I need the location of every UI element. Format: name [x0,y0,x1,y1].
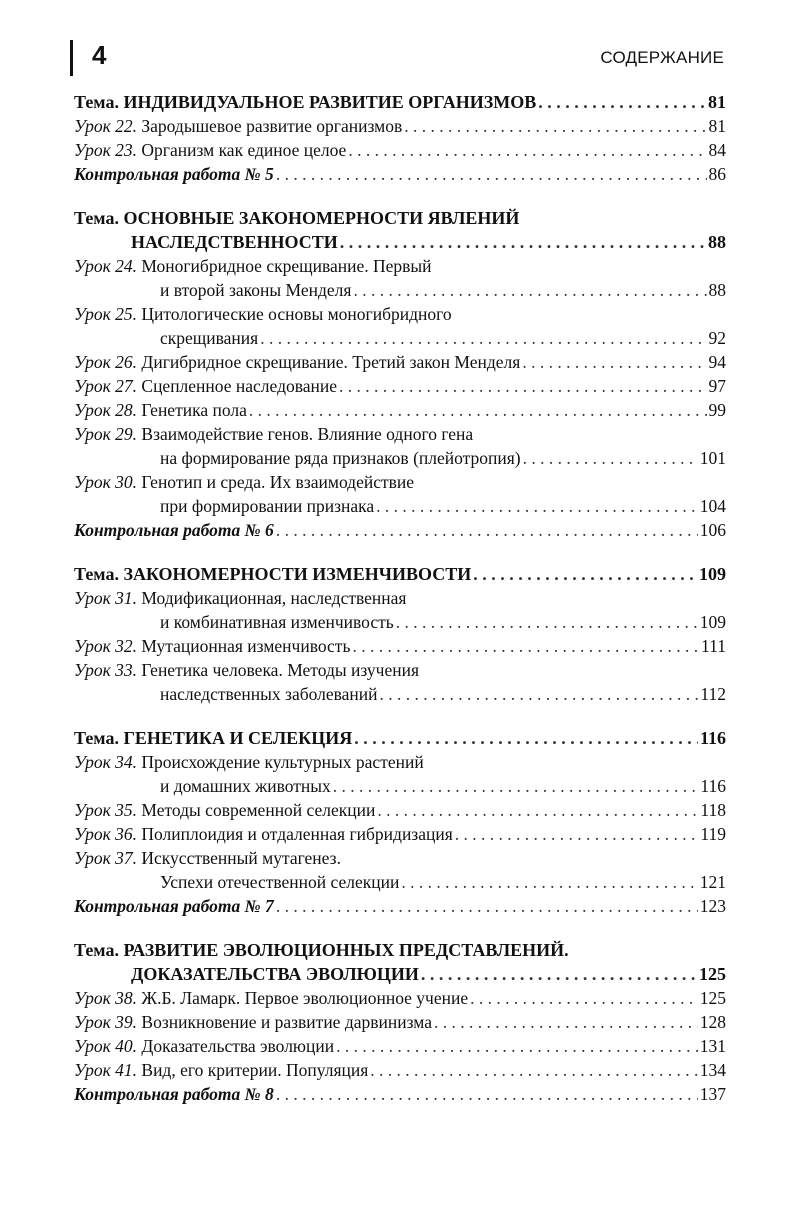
lesson-title [160,682,378,706]
lesson-entry [74,658,726,682]
topic-heading [74,230,726,254]
lesson-page: 112 [700,684,726,704]
lesson-title [160,494,374,518]
header-rule [70,40,73,76]
lesson-title-text: Дигибридное скрещивание. Третий закон Менделя [141,352,521,372]
page-number: 4 [92,40,107,70]
lesson-title-text: Моногибридное скрещивание. Первый [141,256,432,276]
topic-title-text: РАЗВИТИЕ ЭВОЛЮЦИОННЫХ ПРЕДСТАВЛЕНИЙ. [123,940,569,960]
topic-page: 125 [699,964,726,984]
topic-label: Тема. [74,92,124,112]
lesson-page: 94 [708,352,726,372]
lesson-page: 121 [699,872,726,892]
topic-label: Тема. [74,564,124,584]
dot-leader [276,162,707,186]
lesson-title-text: Генетика человека. Методы изучения [141,660,420,680]
lesson-entry [74,302,726,326]
lesson-number: Урок 40. [74,1036,142,1056]
lesson-title-text: Происхождение культурных растений [141,752,424,772]
lesson-title [160,326,258,350]
lesson-title [74,634,350,658]
topic-title-text: ДОКАЗАТЕЛЬСТВА ЭВОЛЮЦИИ [131,964,419,984]
lesson-title-text: Мутационная изменчивость [141,636,351,656]
lesson-number: Урок 26. [74,352,142,372]
topic-title-text: ИНДИВИДУАЛЬНОЕ РАЗВИТИЕ ОРГАНИЗМОВ [123,92,537,112]
lesson-page: 125 [699,988,726,1008]
lesson-number: Урок 31. [74,588,142,608]
topic-page: 81 [708,92,726,112]
topic-heading [74,962,726,986]
lesson-entry [74,254,726,278]
lesson-page: 88 [708,280,726,300]
lesson-number: Урок 24. [74,256,142,276]
lesson-number: Урок 33. [74,660,142,680]
dot-leader [523,446,698,470]
lesson-entry [74,610,726,634]
lesson-title-text: Сцепленное наследование [141,376,338,396]
running-head: СОДЕРЖАНИЕ [600,48,724,67]
dot-leader [421,962,697,986]
topic-title [74,938,569,962]
topic-title [74,726,352,750]
lesson-title-text: Генотип и среда. Их взаимодействие [141,472,415,492]
topic-page: 109 [699,564,726,584]
lesson-number: Урок 39. [74,1012,142,1032]
topic-title [131,230,338,254]
lesson-page: 97 [708,376,726,396]
dot-leader [276,894,698,918]
control-work-page: 137 [699,1084,726,1104]
lesson-number: Урок 27. [74,376,142,396]
section-gap [74,186,726,206]
lesson-number: Урок 22. [74,116,142,136]
lesson-title [74,114,402,138]
lesson-entry [74,1010,726,1034]
lesson-title [74,138,346,162]
control-work-page: 86 [708,164,726,184]
lesson-entry [74,1058,726,1082]
dot-leader [354,726,698,750]
lesson-title-text: Возникновение и развитие дарвинизма [141,1012,432,1032]
lesson-title [74,398,247,422]
lesson-title [74,750,424,774]
dot-leader [470,986,698,1010]
dot-leader [348,138,706,162]
lesson-page: 109 [699,612,726,632]
lesson-title-text: Взаимодействие генов. Влияние одного гена [141,424,474,444]
dot-leader [370,1058,697,1082]
dot-leader [434,1010,698,1034]
lesson-number: Урок 23. [74,140,142,160]
lesson-title-text: и второй законы Менделя [160,280,352,300]
lesson-page: 81 [708,116,726,136]
topic-heading [74,726,726,750]
control-work-page: 123 [699,896,726,916]
lesson-page: 99 [708,400,726,420]
lesson-entry [74,750,726,774]
topic-page: 116 [699,728,726,748]
topic-title-text: ГЕНЕТИКА И СЕЛЕКЦИЯ [123,728,353,748]
lesson-title-text: Организм как единое целое [141,140,347,160]
lesson-title [74,422,473,446]
lesson-title-text: и домашних животных [160,776,331,796]
lesson-entry [74,138,726,162]
lesson-page: 119 [700,824,726,844]
lesson-entry [74,422,726,446]
topic-title-text: ОСНОВНЫЕ ЗАКОНОМЕРНОСТИ ЯВЛЕНИЙ [123,208,520,228]
lesson-title [74,822,453,846]
section-gap [74,542,726,562]
lesson-number: Урок 37. [74,848,142,868]
lesson-title-text: скрещивания [160,328,259,348]
lesson-entry [74,986,726,1010]
control-work-title: Контрольная работа № 6 [74,520,274,540]
dot-leader [340,230,706,254]
lesson-page: 111 [701,636,726,656]
control-work-title: Контрольная работа № 5 [74,164,274,184]
lesson-title [74,1058,368,1082]
topic-heading [74,206,726,230]
dot-leader [455,822,699,846]
topic-title-text: ЗАКОНОМЕРНОСТИ ИЗМЕНЧИВОСТИ [123,564,472,584]
lesson-title-text: Модификационная, наследственная [141,588,407,608]
lesson-page: 104 [699,496,726,516]
control-work-entry [74,162,726,186]
lesson-title-text: Зародышевое развитие организмов [141,116,403,136]
dot-leader [249,398,707,422]
lesson-title [74,846,341,870]
lesson-title [160,446,521,470]
lesson-number: Урок 34. [74,752,142,772]
dot-leader [396,610,698,634]
lesson-title [160,278,351,302]
topic-title-text: НАСЛЕДСТВЕННОСТИ [131,232,338,252]
dot-leader [336,1034,698,1058]
dot-leader [538,90,706,114]
lesson-page: 118 [700,800,726,820]
control-work-title: Контрольная работа № 7 [74,896,274,916]
lesson-title [74,1034,334,1058]
lesson-entry [74,398,726,422]
dot-leader [333,774,699,798]
dot-leader [473,562,697,586]
lesson-entry [74,278,726,302]
lesson-entry [74,634,726,658]
lesson-number: Урок 38. [74,988,142,1008]
dot-leader [522,350,706,374]
lesson-entry [74,846,726,870]
lesson-title-text: Ж.Б. Ламарк. Первое эволюционное учение [141,988,469,1008]
lesson-title [160,774,331,798]
dot-leader [376,494,698,518]
lesson-entry [74,350,726,374]
lesson-page: 92 [708,328,726,348]
lesson-entry [74,494,726,518]
dot-leader [380,682,699,706]
lesson-number: Урок 29. [74,424,142,444]
lesson-number: Урок 30. [74,472,142,492]
topic-label: Тема. [74,208,124,228]
lesson-title [74,986,468,1010]
dot-leader [377,798,698,822]
table-of-contents [74,90,726,1106]
lesson-entry [74,470,726,494]
lesson-entry [74,682,726,706]
lesson-title [74,254,432,278]
lesson-title-text: при формировании признака [160,496,375,516]
lesson-entry [74,822,726,846]
lesson-entry [74,114,726,138]
lesson-page: 131 [699,1036,726,1056]
lesson-page: 116 [700,776,726,796]
lesson-page: 134 [699,1060,726,1080]
lesson-number: Урок 25. [74,304,142,324]
lesson-entry [74,870,726,894]
control-work-entry [74,894,726,918]
topic-title [131,962,419,986]
topic-heading [74,938,726,962]
dot-leader [353,278,706,302]
control-work-title: Контрольная работа № 8 [74,1084,274,1104]
lesson-number: Урок 32. [74,636,142,656]
lesson-title [160,610,394,634]
section-gap [74,706,726,726]
lesson-number: Урок 41. [74,1060,142,1080]
lesson-entry [74,326,726,350]
lesson-title-text: и комбинативная изменчивость [160,612,394,632]
topic-heading [74,562,726,586]
topic-title [74,206,519,230]
lesson-title [74,470,414,494]
lesson-page: 128 [699,1012,726,1032]
section-gap [74,918,726,938]
lesson-title-text: Доказательства эволюции [141,1036,335,1056]
lesson-title-text: Генетика пола [141,400,247,420]
lesson-page: 84 [708,140,726,160]
lesson-title-text: Вид, его критерии. Популяция [141,1060,369,1080]
dot-leader [401,870,697,894]
lesson-entry [74,446,726,470]
lesson-title-text: Искусственный мутагенез. [141,848,341,868]
lesson-title [74,350,520,374]
lesson-entry [74,774,726,798]
topic-label: Тема. [74,940,124,960]
topic-page: 88 [708,232,726,252]
dot-leader [404,114,706,138]
lesson-title [74,798,375,822]
lesson-page: 101 [699,448,726,468]
lesson-title [74,302,452,326]
lesson-title-text: Методы современной селекции [141,800,376,820]
dot-leader [276,1082,698,1106]
control-work-page: 106 [699,520,726,540]
lesson-title-text: наследственных заболеваний [160,684,378,704]
dot-leader [260,326,706,350]
lesson-number: Урок 35. [74,800,142,820]
lesson-number: Урок 28. [74,400,142,420]
dot-leader [276,518,698,542]
lesson-title [74,1010,432,1034]
dot-leader [352,634,699,658]
topic-heading [74,90,726,114]
lesson-entry [74,798,726,822]
lesson-title-text: Успехи отечественной селекции [160,872,400,892]
lesson-title-text: Цитологические основы моногибридного [141,304,452,324]
control-work-entry [74,518,726,542]
topic-title [74,562,471,586]
lesson-title-text: Полиплоидия и отдаленная гибридизация [141,824,453,844]
lesson-title-text: на формирование ряда признаков (плейотропия) [160,448,521,468]
lesson-number: Урок 36. [74,824,142,844]
lesson-entry [74,1034,726,1058]
lesson-entry [74,586,726,610]
page-header [70,38,730,78]
lesson-title [74,586,406,610]
lesson-title [74,374,337,398]
lesson-entry [74,374,726,398]
dot-leader [339,374,706,398]
topic-title [74,90,536,114]
topic-label: Тема. [74,728,124,748]
control-work-entry [74,1082,726,1106]
lesson-title [160,870,399,894]
lesson-title [74,658,419,682]
